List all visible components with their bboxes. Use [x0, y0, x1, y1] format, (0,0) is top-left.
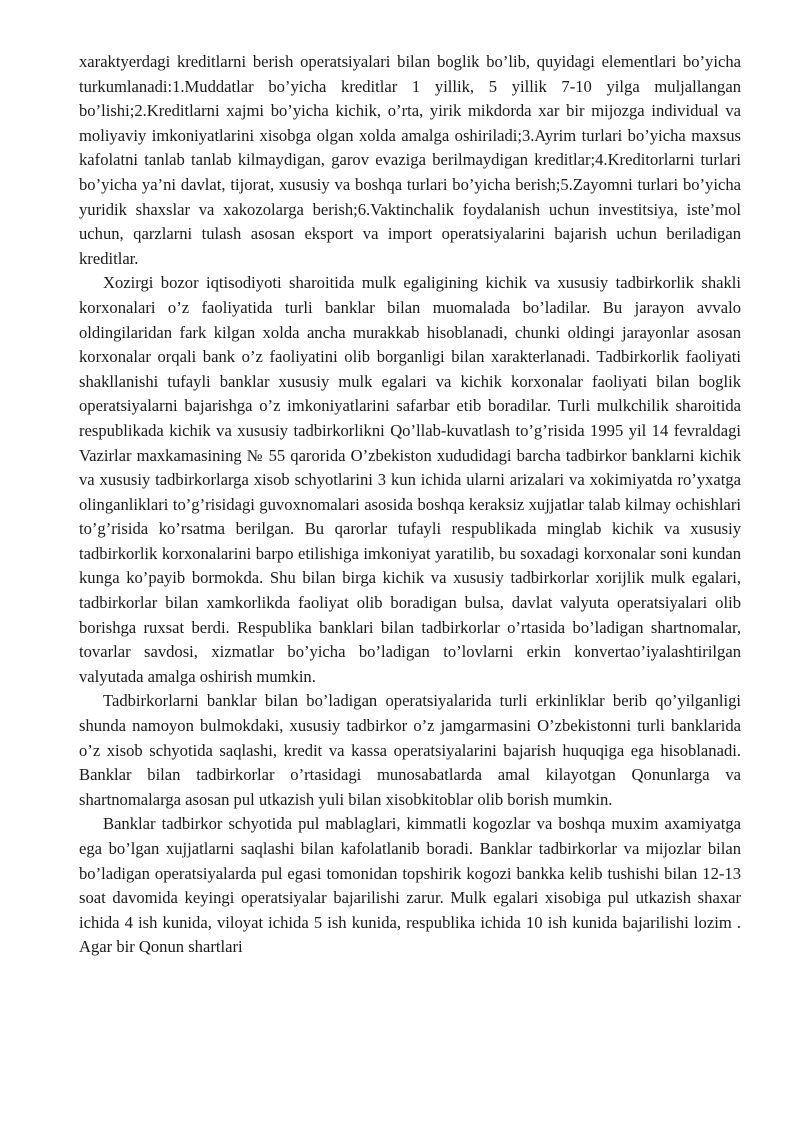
paragraph-credit-classification: xaraktyerdagi kreditlarni berish operatsiyalari bilan boglik bo’lib, quyidagi elementlari bo’yicha turkumlanadi:1.Muddatlar bo’yicha kreditlar 1 yillik, 5 yillik 7-10 yilga muljallangan bo’lishi;2.Kreditlarni xajmi bo’yicha kichik, o’rta, yirik mikdorda xar bir mijozga individual va moliyaviy imkoniyatlarini xisobga olgan xolda amalga oshiriladi;3.Ayrim turlari bo’yicha maxsus kafolatni tanlab tanlab kilmaydigan, garov evaziga berilmaydigan kreditlar;4.Kreditorlarni turlari bo’yicha ya’ni davlat, tijorat, xususiy va boshqa turlari bo’yicha berish;5.Zayomni turlari bo’yicha yuridik shaxslar va xakozolarga berish;6.Vaktinchalik foydalanish uchun investitsiya, iste’mol uchun, qarzlarni tulash asosan eksport va import operatsiyalarini bajarish uchun beriladigan kreditlar. — [79, 52, 741, 268]
document-page — [79, 50, 741, 960]
paragraph-entrepreneur-freedoms: Tadbirkorlarni banklar bilan bo’ladigan operatsiyalarida turli erkinliklar berib qo’yilganligi shunda namoyon bulmokdaki, xususiy tadbirkor o’z jamgarmasini O’zbekistonni turli banklarida o’z xisob schyotida saqlashi, kredit va kassa operatsiyalarini bajarish huquqiga ega hisoblanadi. Banklar bilan tadbirkorlar o’rtasidagi munosabatlarda amal kilayotgan Qonunlarga va shartnomalarga asosan pul utkazish yuli bilan xisobkitoblar olib borish mumkin. — [79, 691, 741, 809]
paragraph-market-economy: Xozirgi bozor iqtisodiyoti sharoitida mulk egaligining kichik va xususiy tadbirkorlik shakli korxonalari o’z faoliyatida turli banklar bilan muomalada bo’ladilar. Bu jarayon avvalo oldingilaridan fark kilgan xolda ancha murakkab hisoblanadi, chunki oldingi jarayonlar asosan korxonalar orqali bank o’z faoliyatini olib borganligi bilan xarakterlanadi. Tadbirkorlik faoliyati shakllanishi tufayli banklar xususiy mulk egalari va kichik korxonalar faoliyati bilan boglik operatsiyalarni bajarishga o’z imkoniyatlarini safarbar etib boradilar. Turli mulkchilik sharoitida respublikada kichik va xususiy tadbirkorlikni Qo’llab-kuvatlash to’g’risida 1995 yil 14 fevraldagi Vazirlar maxkamasining № 55 qarorida O’zbekiston xududidagi barcha tadbirkor banklarni kichik va xususiy tadbirkorlarga xisob schyotlarini 3 kun ichida ularni arizalari va xokimiyatda ro’yxatga olinganliklari to’g’risidagi guvoxnomalari asosida boshqa keraksiz xujjatlar talab kilmay ochishlari to’g’risida ko’rsatma berilgan. Bu qarorlar tufayli respublikada minglab kichik va xususiy tadbirkorlik korxonalarini barpo etilishiga imkoniyat yaratilib, bu soxadagi korxonalar soni kundan kunga ko’payib bormokda. Shu bilan birga kichik va xususiy tadbirkorlar xorijlik mulk egalari, tadbirkorlar bilan xamkorlikda faoliyat olib boradigan bulsa, davlat valyuta operatsiyalari olib borishga ruxsat berdi. Respublika banklari bilan tadbirkorlar o’rtasida bo’ladigan shartnomalar, tovarlar savdosi, xizmatlar bo’yicha bo’ladigan to’lovlarni erkin konvertao’iyalashtirilgan valyutada amalga oshirish mumkin. — [79, 273, 741, 686]
paragraph-bank-guarantees: Banklar tadbirkor schyotida pul mablaglari, kimmatli kogozlar va boshqa muxim axamiyatga ega bo’lgan xujjatlarni saqlashi bilan kafolatlanib boradi. Banklar tadbirkorlar va mijozlar bilan bo’ladigan operatsiyalarda pul egasi tomonidan topshirik kogozi bankka kelib tushishi bilan 12-13 soat davomida keyingi operatsiyalar bajarilishi zarur. Mulk egalari xisobiga pul utkazish shaxar ichida 4 ish kunida, viloyat ichida 5 ish kunida, respublika ichida 10 ish kunida bajarilishi lozim . Agar bir Qonun shartlari — [79, 814, 741, 957]
